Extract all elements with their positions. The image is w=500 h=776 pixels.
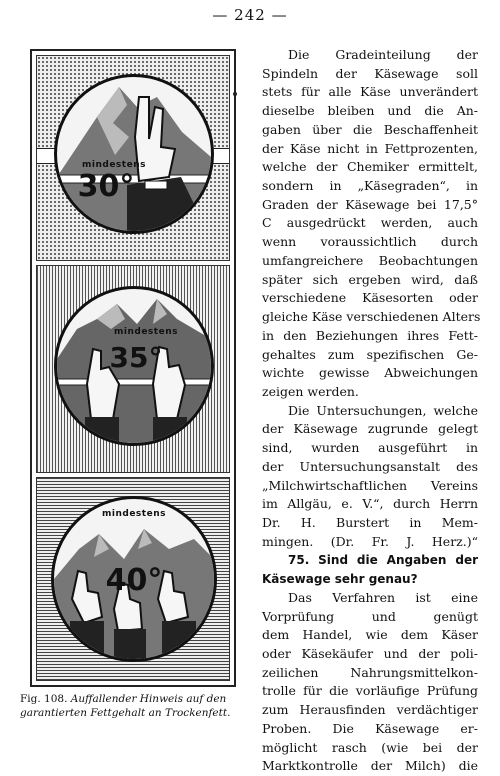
medal-value: 30° [77, 169, 135, 204]
text-line: gleiche Käse verschiedenen Alters [262, 309, 481, 325]
text-line: mingen. (Dr. Fr. J. Herz.)“ [262, 533, 478, 549]
text-line: Marktkontrolle der Milch) die [262, 758, 478, 774]
text-line: verschiedene Käsesorten oder [262, 290, 478, 306]
figure-illustration [30, 49, 236, 687]
text-line: C ausgedrückt werden, auch [262, 215, 478, 231]
medal-30 [54, 74, 214, 234]
text-line: sondern in „Käsegraden“, in [262, 178, 478, 194]
text-line: wichte gewisse Abweichungen [262, 365, 478, 381]
medal-40 [51, 496, 217, 662]
text-line: Spindeln der Käsewage soll [262, 65, 478, 81]
text-line: der Untersuchungsanstalt des [262, 458, 478, 474]
section-heading: 75. Sind die Angaben der [288, 553, 478, 568]
figure-caption [20, 692, 252, 720]
text-line: in den Beziehungen ihres Fett- [262, 327, 478, 343]
text-line: trolle für die vorläufige Prüfung [262, 683, 478, 699]
text-line: sind, wurden ausgeführt in [262, 440, 478, 456]
text-line: gehaltes zum spezifischen Ge- [262, 346, 478, 362]
text-line: Graden der Käsewage bei 17,5° [262, 196, 478, 212]
figure-panel-3 [36, 477, 230, 681]
medal-label: mindestens [82, 160, 146, 170]
text-line: oder Käsekäufer und der poli- [262, 646, 478, 661]
text-line: möglicht rasch (wie bei der [262, 739, 478, 755]
text-line: zeilichen Nahrungsmittelkon- [262, 664, 478, 680]
text-line: der Käse nicht in Fettprozenten, [262, 140, 478, 156]
figure-panel-2 [36, 265, 230, 473]
text-line: zeigen werden. [262, 383, 359, 399]
text-line: später sich ergeben wird, daß [262, 271, 478, 287]
page-number: — 242 — [212, 6, 288, 24]
caption-text: Auffallender Hinweis auf den garantierten Fettgehalt an Trockenfett. [20, 693, 231, 719]
text-line: Proben. Die Käsewage er- [262, 720, 478, 736]
text-line: „Milchwirtschaftlichen Vereins [262, 477, 478, 493]
medal-label: mindestens [102, 509, 166, 519]
medal-35 [54, 286, 214, 446]
text-line: Die Untersuchungen, welche [288, 402, 478, 418]
text-line: wenn voraussichtlich durch [262, 234, 478, 250]
text-line: dem Handel, wie dem Käser [262, 627, 478, 643]
body-text [262, 46, 481, 776]
text-line: zum Herausfinden verdächtiger [262, 702, 478, 718]
text-line: im Allgäu, e. V.“, durch Herrn [262, 496, 478, 512]
text-line: Die Gradeinteilung der [288, 47, 478, 62]
text-line: umfangreichere Beobachtungen [262, 252, 478, 268]
mountain-hand-drawing [57, 77, 211, 231]
text-line: Das Verfahren ist eine [288, 589, 478, 605]
section-heading-cont: Käsewage sehr genau? [262, 572, 418, 587]
text-line: der Käsewage zugrunde gelegt [262, 421, 478, 437]
text-line: gaben über die Beschaffenheit [262, 121, 478, 137]
ink-dot [233, 92, 237, 96]
medal-label: mindestens [114, 327, 178, 337]
text-line: Dr. H. Burstert in Mem- [262, 514, 478, 530]
text-line: Vorprüfung und genügt [262, 608, 478, 624]
text-line: welche der Chemiker ermittelt, [262, 159, 478, 175]
text-line: dieselbe bleiben und die An- [262, 103, 478, 119]
figure-number: Fig. 108. [20, 693, 68, 705]
medal-value: 40° [105, 563, 163, 598]
figure-panel-1 [36, 55, 230, 261]
text-line: stets für alle Käse unverändert [262, 84, 478, 100]
medal-value: 35° [109, 341, 163, 374]
